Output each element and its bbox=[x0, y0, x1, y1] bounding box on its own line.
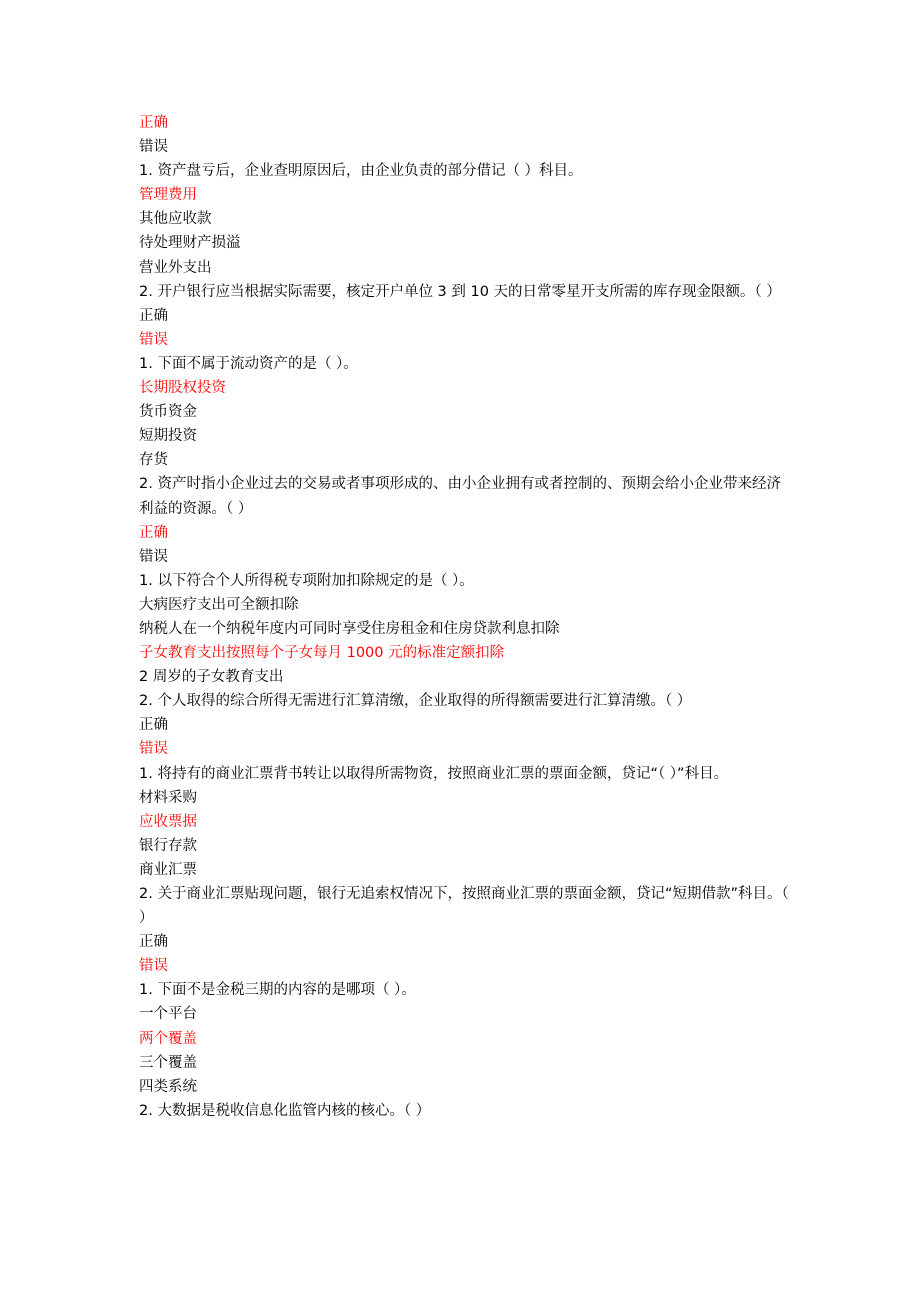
text-line: 材料采购 bbox=[139, 789, 197, 806]
text-line: 纳税人在一个纳税年度内可同时享受住房租金和住房贷款利息扣除 bbox=[139, 620, 560, 637]
answer-line-highlighted: 管理费用 bbox=[139, 187, 197, 204]
text-line: 2. 开户银行应当根据实际需要，核定开户单位 3 到 10 天的日常零星开支所需的库存现金限额。（ ） bbox=[139, 283, 781, 300]
answer-line-highlighted: 正确 bbox=[139, 524, 168, 541]
text-line: 待处理财产损溢 bbox=[139, 235, 241, 252]
text-line: 四类系统 bbox=[139, 1078, 197, 1095]
answer-line-highlighted: 应收票据 bbox=[139, 813, 197, 830]
text-line: 正确 bbox=[139, 307, 168, 324]
text-line: 大病医疗支出可全额扣除 bbox=[139, 596, 299, 613]
answer-line-highlighted: 错误 bbox=[139, 331, 168, 348]
text-line: 2. 大数据是税收信息化监管内核的核心。（ ） bbox=[139, 1102, 431, 1119]
answer-line-highlighted: 正确 bbox=[139, 115, 168, 131]
text-line: 1. 将持有的商业汇票背书转让以取得所需物资，按照商业汇票的票面金额，贷记“（ ）”科目。 bbox=[139, 765, 729, 782]
text-line: 一个平台 bbox=[139, 1006, 197, 1023]
answer-line-highlighted: 子女教育支出按照每个子女每月 1000 元的标准定额扣除 bbox=[139, 645, 505, 662]
text-line: 营业外支出 bbox=[139, 259, 212, 276]
text-line: 三个覆盖 bbox=[139, 1054, 197, 1071]
text-line: 银行存款 bbox=[139, 837, 197, 854]
text-line: 2. 资产时指小企业过去的交易或者事项形成的、由小企业拥有或者控制的、预期会给小企业带来经济利益的资源。（ ） bbox=[139, 476, 781, 517]
document-body bbox=[139, 111, 789, 1123]
text-line: 1. 以下符合个人所得税专项附加扣除规定的是（ ）。 bbox=[139, 572, 474, 589]
text-line: 商业汇票 bbox=[139, 861, 197, 878]
answer-line-highlighted: 错误 bbox=[139, 958, 168, 975]
answer-line-highlighted: 错误 bbox=[139, 741, 168, 758]
text-line: 短期投资 bbox=[139, 428, 197, 445]
answer-line-highlighted: 两个覆盖 bbox=[139, 1030, 197, 1047]
text-line: 存货 bbox=[139, 452, 168, 469]
text-line: 货币资金 bbox=[139, 404, 197, 421]
answer-line-highlighted: 长期股权投资 bbox=[139, 380, 226, 397]
text-line: 2. 个人取得的综合所得无需进行汇算清缴，企业取得的所得额需要进行汇算清缴。（ ） bbox=[139, 693, 692, 710]
text-line: 1. 下面不属于流动资产的是（ ）。 bbox=[139, 355, 358, 372]
text-line: 错误 bbox=[139, 139, 168, 156]
text-line: 1. 下面不是金税三期的内容的是哪项（ ）。 bbox=[139, 982, 416, 999]
text-line: 1. 资产盘亏后，企业查明原因后，由企业负责的部分借记（ ）科目。 bbox=[139, 163, 583, 180]
text-line: 2. 关于商业汇票贴现问题，银行无追索权情况下，按照商业汇票的票面金额，贷记“短期借款”科目。（ ） bbox=[139, 886, 789, 927]
text-line: 正确 bbox=[139, 717, 168, 734]
text-line: 正确 bbox=[139, 934, 168, 951]
text-line: 2 周岁的子女教育支出 bbox=[139, 669, 284, 686]
text-line: 错误 bbox=[139, 548, 168, 565]
text-line: 其他应收款 bbox=[139, 211, 212, 228]
